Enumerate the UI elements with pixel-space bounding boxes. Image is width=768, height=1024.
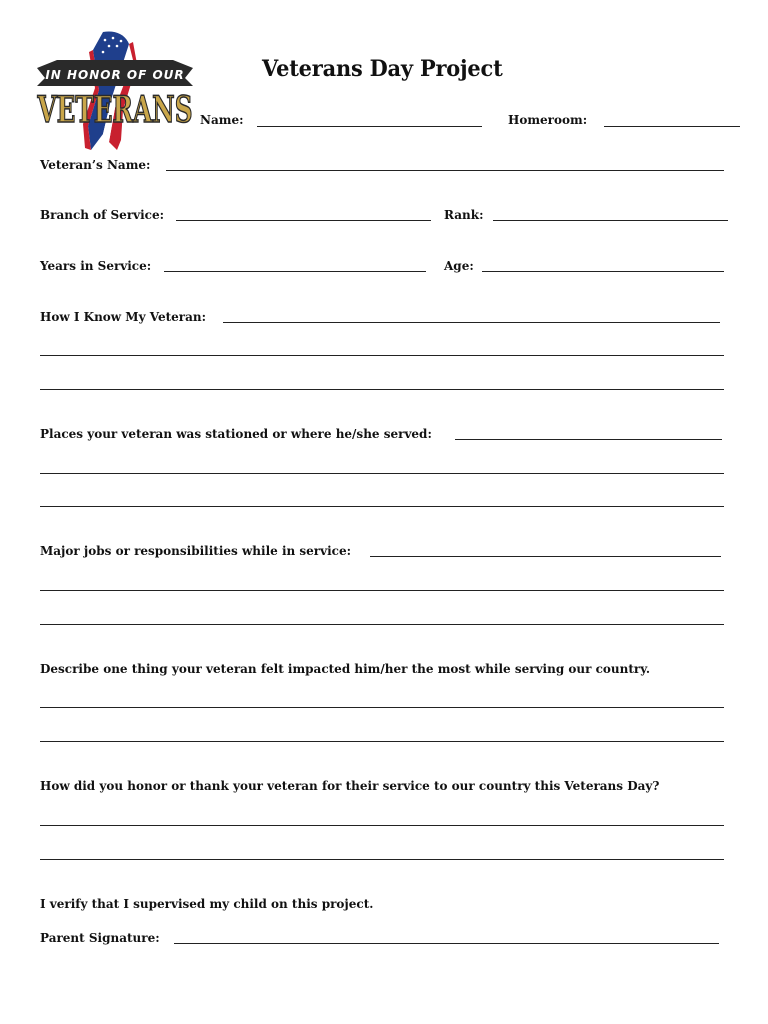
age-field[interactable] — [482, 271, 724, 272]
name-field[interactable] — [257, 126, 482, 127]
jobs-line-2[interactable] — [40, 590, 724, 591]
honor-line-1[interactable] — [40, 825, 724, 826]
parent-signature-field[interactable] — [174, 943, 719, 944]
impact-line-1[interactable] — [40, 707, 724, 708]
honor-label: How did you honor or thank your veteran for their service to our country this Veterans Day? — [40, 779, 660, 793]
homeroom-field[interactable] — [604, 126, 740, 127]
places-label: Places your veteran was stationed or where he/she served: — [40, 427, 432, 441]
impact-label: Describe one thing your veteran felt impacted him/her the most while serving our country. — [40, 662, 651, 676]
honor-line-2[interactable] — [40, 859, 724, 860]
rank-label: Rank: — [444, 208, 484, 222]
parent-signature-label: Parent Signature: — [40, 931, 160, 945]
homeroom-label: Homeroom: — [508, 113, 588, 127]
veterans-logo — [33, 30, 198, 152]
places-line-2[interactable] — [40, 473, 724, 474]
years-label: Years in Service: — [40, 259, 152, 273]
jobs-label: Major jobs or responsibilities while in service: — [40, 544, 352, 558]
jobs-field[interactable] — [370, 556, 721, 557]
branch-field[interactable] — [176, 220, 431, 221]
name-label: Name: — [200, 113, 244, 127]
places-line-3[interactable] — [40, 506, 724, 507]
how-know-field[interactable] — [223, 322, 720, 323]
places-field[interactable] — [455, 439, 722, 440]
veteran-name-label: Veteran’s Name: — [40, 158, 151, 172]
how-know-line-2[interactable] — [40, 355, 724, 356]
branch-label: Branch of Service: — [40, 208, 165, 222]
jobs-line-3[interactable] — [40, 624, 724, 625]
how-know-label: How I Know My Veteran: — [40, 310, 207, 324]
age-label: Age: — [444, 259, 474, 273]
impact-line-2[interactable] — [40, 741, 724, 742]
years-field[interactable] — [164, 271, 426, 272]
logo-main-text: VETERANS — [36, 89, 193, 131]
veteran-name-field[interactable] — [166, 170, 724, 171]
how-know-line-3[interactable] — [40, 389, 724, 390]
rank-field[interactable] — [493, 220, 728, 221]
logo-top-text: IN HONOR OF OUR — [45, 68, 185, 82]
verify-statement: I verify that I supervised my child on this project. — [40, 897, 374, 911]
page-title: Veterans Day Project — [262, 56, 503, 82]
